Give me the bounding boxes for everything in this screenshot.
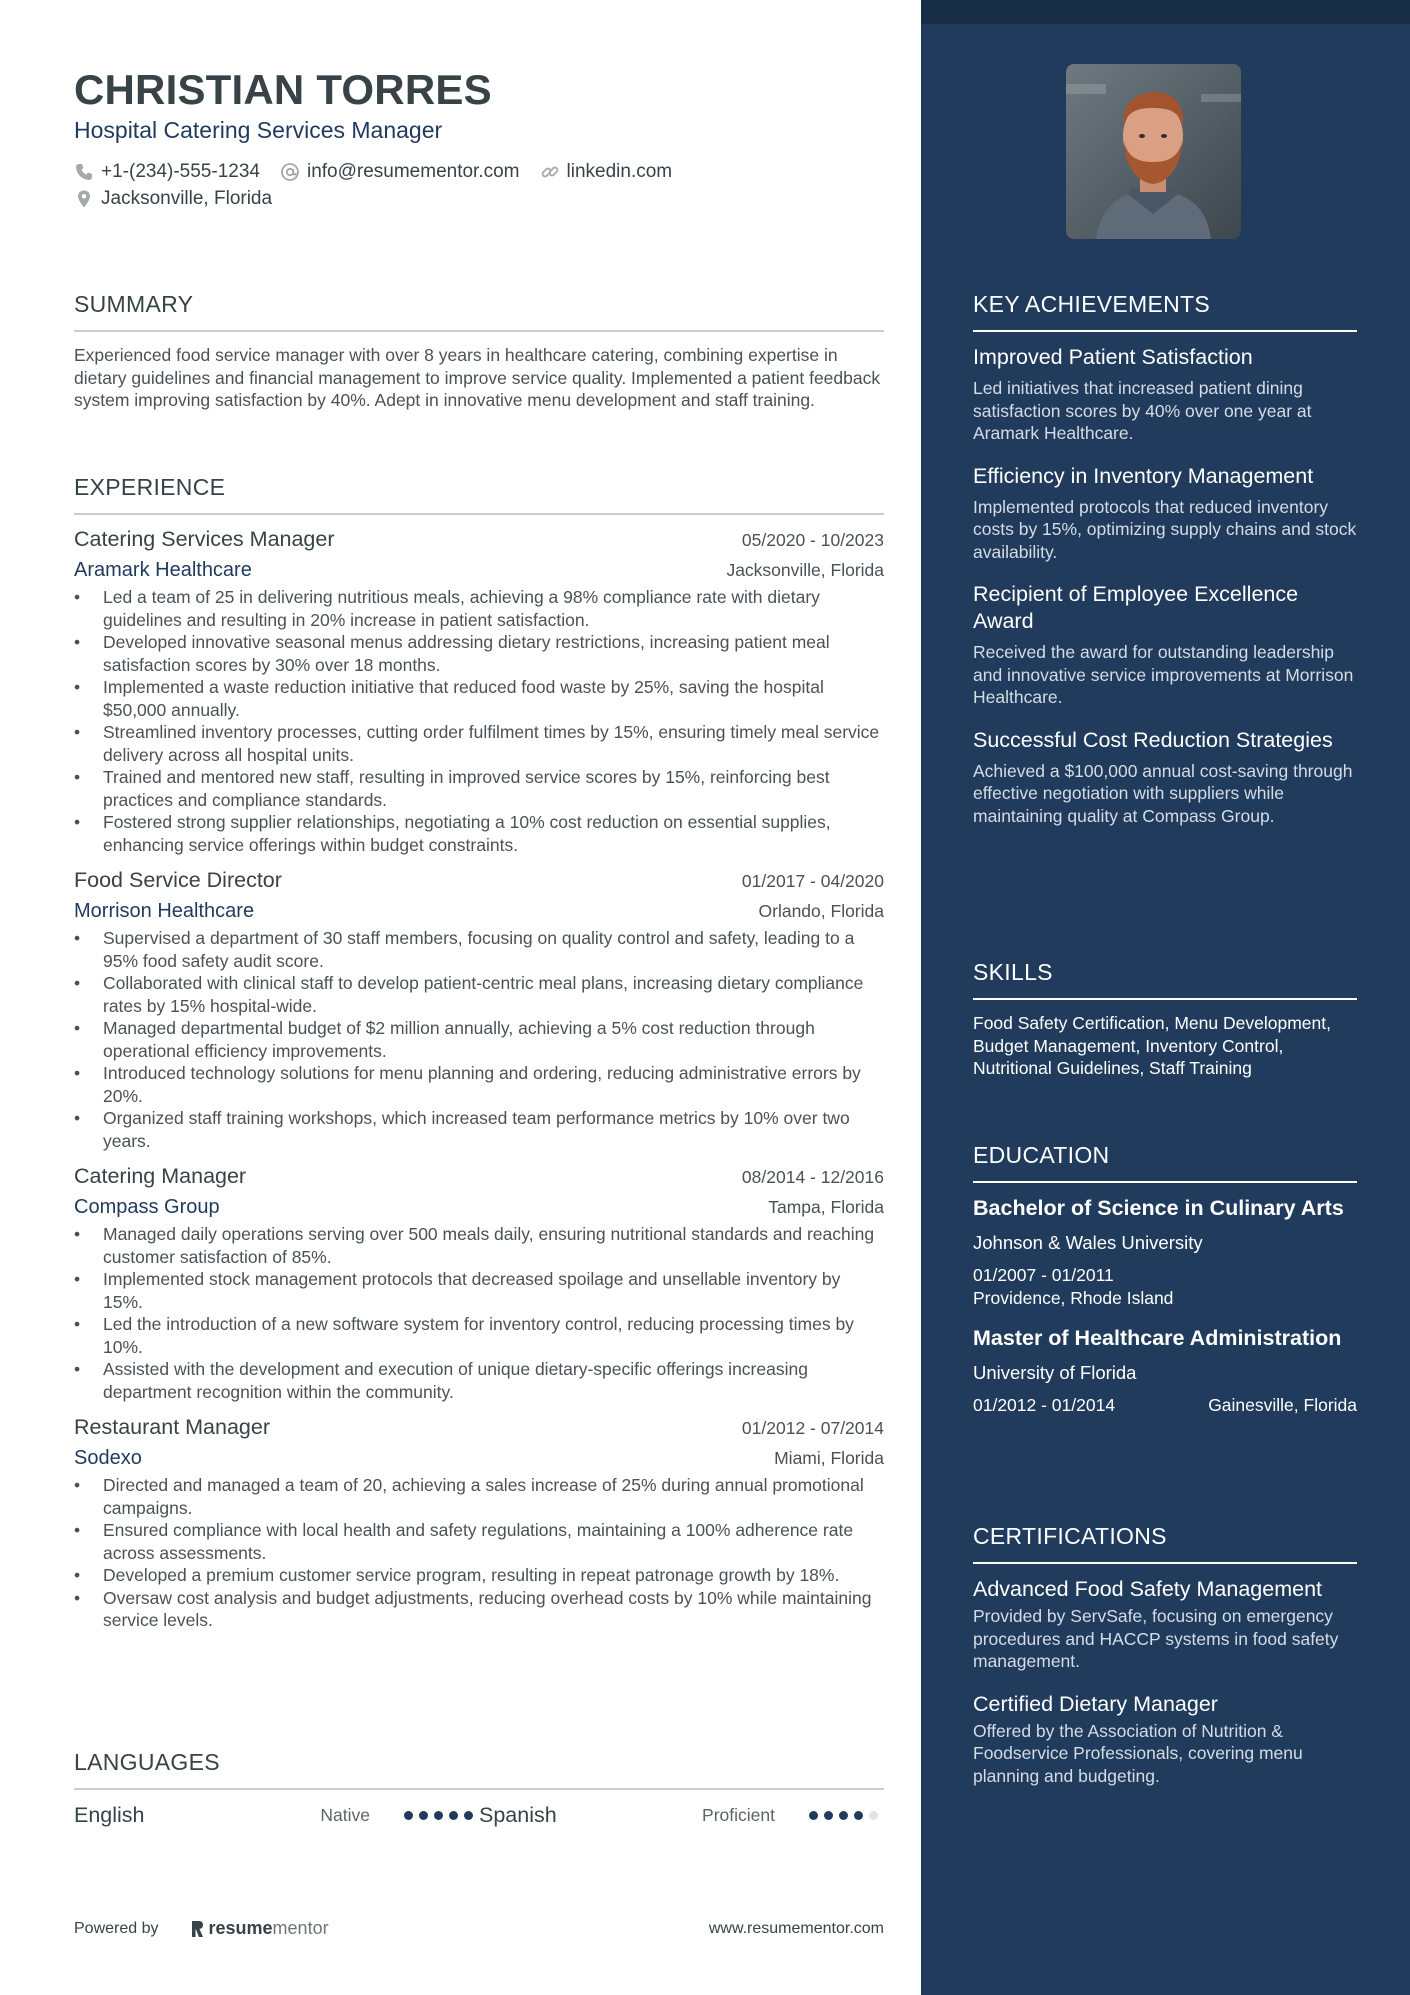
job-bullet: • Led the introduction of a new software system for inventory control, reducing processing times by 10%. <box>74 1313 884 1358</box>
rating-dot-filled <box>839 1811 848 1820</box>
job-bullet: • Fostered strong supplier relationships, negotiating a 10% cost reduction on essential supplies, enhancing service offerings within budget constraints. <box>74 811 884 856</box>
job-bullet: • Developed a premium customer service program, resulting in repeat patronage growth by 18%. <box>74 1564 884 1587</box>
languages-heading: LANGUAGES <box>74 1749 884 1790</box>
achievement-item <box>973 344 1357 445</box>
education-section <box>973 1142 1357 1417</box>
job-company: Compass Group <box>74 1196 220 1218</box>
rating-dot-filled <box>809 1811 818 1820</box>
achievement-item <box>973 581 1357 709</box>
achievements-section <box>973 291 1357 827</box>
certification-desc: Provided by ServSafe, focusing on emergency procedures and HACCP systems in food safety management. <box>973 1606 1339 1671</box>
location-text: Jacksonville, Florida <box>101 188 273 209</box>
contact-row-2 <box>74 188 292 210</box>
language-level: Native <box>320 1804 370 1825</box>
job-entry <box>74 1415 884 1632</box>
job-location: Miami, Florida <box>774 1448 884 1468</box>
education-degree: Master of Healthcare Administration <box>973 1326 1342 1350</box>
rating-dot-filled <box>449 1811 458 1820</box>
job-role: Catering Manager <box>74 1164 247 1188</box>
education-location: Gainesville, Florida <box>1208 1395 1357 1415</box>
job-bullets <box>74 927 884 1152</box>
education-school: University of Florida <box>973 1362 1137 1383</box>
job-dates: 01/2012 - 07/2014 <box>741 1418 884 1438</box>
summary-heading: SUMMARY <box>74 291 884 332</box>
job-entry <box>74 527 884 856</box>
achievements-heading: KEY ACHIEVEMENTS <box>973 291 1357 332</box>
achievement-desc: Achieved a $100,000 annual cost-saving through effective negotiation with suppliers while maintaining quality at Compass Group. <box>973 760 1353 826</box>
achievement-title: Efficiency in Inventory Management <box>973 463 1314 488</box>
job-bullet: • Streamlined inventory processes, cutting order fulfilment times by 15%, ensuring timely meal service delivery across all hospital units. <box>74 721 884 766</box>
education-meta <box>973 1394 1357 1417</box>
skills-section <box>973 959 1357 1080</box>
job-role: Catering Services Manager <box>74 527 335 551</box>
job-entry <box>74 868 884 1152</box>
education-item <box>973 1195 1357 1309</box>
contact-location <box>74 188 272 210</box>
job-bullet: • Led a team of 25 in delivering nutritious meals, achieving a 98% compliance rate with dietary guidelines and resulting in 20% increase in patient satisfaction. <box>74 586 884 631</box>
job-entry <box>74 1164 884 1403</box>
job-company: Sodexo <box>74 1447 142 1469</box>
sidebar-top-strip <box>921 0 1410 24</box>
certification-item <box>973 1691 1357 1788</box>
location-pin-icon <box>74 189 94 209</box>
certification-item <box>973 1576 1357 1673</box>
job-bullet: • Ensured compliance with local health and safety regulations, maintaining a 100% adherence rate across assessments. <box>74 1519 884 1564</box>
brand-logo[interactable] <box>189 1918 329 1939</box>
job-bullet: • Managed departmental budget of $2 million annually, achieving a 5% cost reduction through operational efficiency improvements. <box>74 1017 884 1062</box>
education-heading: EDUCATION <box>973 1142 1357 1183</box>
certifications-section <box>973 1523 1357 1787</box>
language-rating <box>809 1811 884 1820</box>
certification-title: Advanced Food Safety Management <box>973 1577 1322 1601</box>
language-level: Proficient <box>702 1804 775 1825</box>
job-location: Tampa, Florida <box>768 1197 884 1217</box>
candidate-title: Hospital Catering Services Manager <box>74 117 443 143</box>
language-item <box>74 1803 479 1828</box>
job-bullet: • Trained and mentored new staff, resulting in improved service scores by 15%, reinforcing best practices and compliance standards. <box>74 766 884 811</box>
job-role: Food Service Director <box>74 868 282 892</box>
education-dates: 01/2012 - 01/2014 <box>973 1395 1116 1415</box>
experience-heading: EXPERIENCE <box>74 474 884 515</box>
profile-photo-image <box>1066 64 1241 239</box>
job-bullets <box>74 1474 884 1632</box>
achievement-desc: Implemented protocols that reduced inventory costs by 15%, optimizing supply chains and stock availability. <box>973 496 1357 562</box>
powered-by <box>74 1918 329 1939</box>
achievement-title: Improved Patient Satisfaction <box>973 345 1253 369</box>
certification-desc: Offered by the Association of Nutrition & Foodservice Professionals, covering menu planning and budgeting. <box>973 1720 1303 1786</box>
certifications-heading: CERTIFICATIONS <box>973 1523 1357 1564</box>
rating-dot-filled <box>434 1811 443 1820</box>
job-bullets <box>74 586 884 856</box>
rating-dot-empty <box>869 1811 878 1820</box>
education-item <box>973 1325 1357 1417</box>
email-text[interactable]: info@resumementor.com <box>306 161 520 182</box>
job-bullet: • Assisted with the development and execution of unique dietary-specific offerings increasing department recognition within the community. <box>74 1358 884 1403</box>
job-bullet: • Supervised a department of 30 staff members, focusing on quality control and safety, leading to a 95% food safety audit score. <box>74 927 884 972</box>
footer-website-link[interactable]: www.resumementor.com <box>708 1919 884 1937</box>
link-icon <box>540 162 560 182</box>
resumementor-logo-icon <box>189 1920 205 1938</box>
contact-linkedin <box>540 161 673 183</box>
rating-dot-filled <box>854 1811 863 1820</box>
job-location: Jacksonville, Florida <box>726 560 884 580</box>
brand-light: mentor <box>272 1918 329 1938</box>
job-bullet: • Implemented stock management protocols that decreased spoilage and unsellable inventory by 15%. <box>74 1268 884 1313</box>
rating-dot-filled <box>464 1811 473 1820</box>
achievement-title: Recipient of Employee Excellence Award <box>973 582 1299 633</box>
job-dates: 05/2020 - 10/2023 <box>741 530 884 550</box>
education-school: Johnson & Wales University <box>973 1232 1203 1253</box>
contact-email <box>280 161 520 183</box>
phone-icon <box>74 162 94 182</box>
rating-dot-filled <box>419 1811 428 1820</box>
job-bullet: • Organized staff training workshops, which increased team performance metrics by 10% over two years. <box>74 1107 884 1152</box>
language-rating <box>404 1811 479 1820</box>
achievement-item <box>973 463 1357 564</box>
job-location: Orlando, Florida <box>758 901 884 921</box>
skills-heading: SKILLS <box>973 959 1357 1000</box>
experience-section <box>74 474 884 1632</box>
languages-section <box>74 1749 884 1830</box>
contact-row <box>74 161 692 183</box>
job-bullet: • Directed and managed a team of 20, achieving a sales increase of 25% during annual promotional campaigns. <box>74 1474 884 1519</box>
job-bullet: • Developed innovative seasonal menus addressing dietary restrictions, increasing patient meal satisfaction scores by 30% over 18 months. <box>74 631 884 676</box>
job-bullet: • Oversaw cost analysis and budget adjustments, reducing overhead costs by 10% while maintaining service levels. <box>74 1587 884 1632</box>
rating-dot-filled <box>404 1811 413 1820</box>
achievement-item <box>973 727 1357 828</box>
achievement-desc: Received the award for outstanding leadership and innovative service improvements at Morrison Healthcare. <box>973 642 1354 707</box>
linkedin-text[interactable]: linkedin.com <box>566 161 673 182</box>
language-item <box>479 1803 884 1828</box>
summary-section <box>74 291 884 412</box>
sidebar <box>921 0 1410 1995</box>
certification-title: Certified Dietary Manager <box>973 1691 1218 1716</box>
job-bullets <box>74 1223 884 1403</box>
candidate-name: CHRISTIAN TORRES <box>74 66 492 113</box>
education-dates: 01/2007 - 01/2011 <box>973 1265 1114 1285</box>
job-role: Restaurant Manager <box>74 1415 270 1439</box>
languages-row <box>74 1800 884 1830</box>
phone-text[interactable]: +1-(234)-555-1234 <box>101 161 260 182</box>
summary-text: Experienced food service manager with over 8 years in healthcare catering, combining expertise in dietary guidelines and financial management to improve service quality. Implemented a patient feedback system improving satisfaction by 40%. Adept in innovative menu development and staff training. <box>74 345 881 410</box>
at-icon <box>280 162 300 182</box>
education-location: Providence, Rhode Island <box>973 1287 1174 1308</box>
rating-dot-filled <box>824 1811 833 1820</box>
job-bullet: • Collaborated with clinical staff to develop patient-centric meal plans, increasing dietary compliance rates by 15% hospital-wide. <box>74 972 884 1017</box>
job-dates: 08/2014 - 12/2016 <box>741 1167 884 1187</box>
contact-phone <box>74 161 260 183</box>
achievement-desc: Led initiatives that increased patient dining satisfaction scores by 40% over one year at Aramark Healthcare. <box>973 378 1312 443</box>
skills-text: Food Safety Certification, Menu Development, Budget Management, Inventory Control, Nutritional Guidelines, Staff Training <box>973 1013 1331 1078</box>
language-name: English <box>74 1802 145 1827</box>
job-company: Aramark Healthcare <box>74 559 252 581</box>
language-name: Spanish <box>479 1802 557 1827</box>
profile-photo <box>1066 64 1241 239</box>
job-company: Morrison Healthcare <box>74 900 255 922</box>
powered-by-label: Powered by <box>74 1919 159 1937</box>
achievement-title: Successful Cost Reduction Strategies <box>973 727 1333 752</box>
job-bullet: • Managed daily operations serving over 500 meals daily, ensuring nutritional standards and reaching customer satisfaction of 85%. <box>74 1223 884 1268</box>
job-bullet: • Introduced technology solutions for menu planning and ordering, reducing administrative errors by 20%. <box>74 1062 884 1107</box>
education-degree: Bachelor of Science in Culinary Arts <box>973 1196 1344 1220</box>
job-dates: 01/2017 - 04/2020 <box>741 871 884 891</box>
brand-bold: resume <box>208 1918 273 1938</box>
job-bullet: • Implemented a waste reduction initiative that reduced food waste by 25%, saving the hospital $50,000 annually. <box>74 676 884 721</box>
footer <box>74 1918 884 1939</box>
